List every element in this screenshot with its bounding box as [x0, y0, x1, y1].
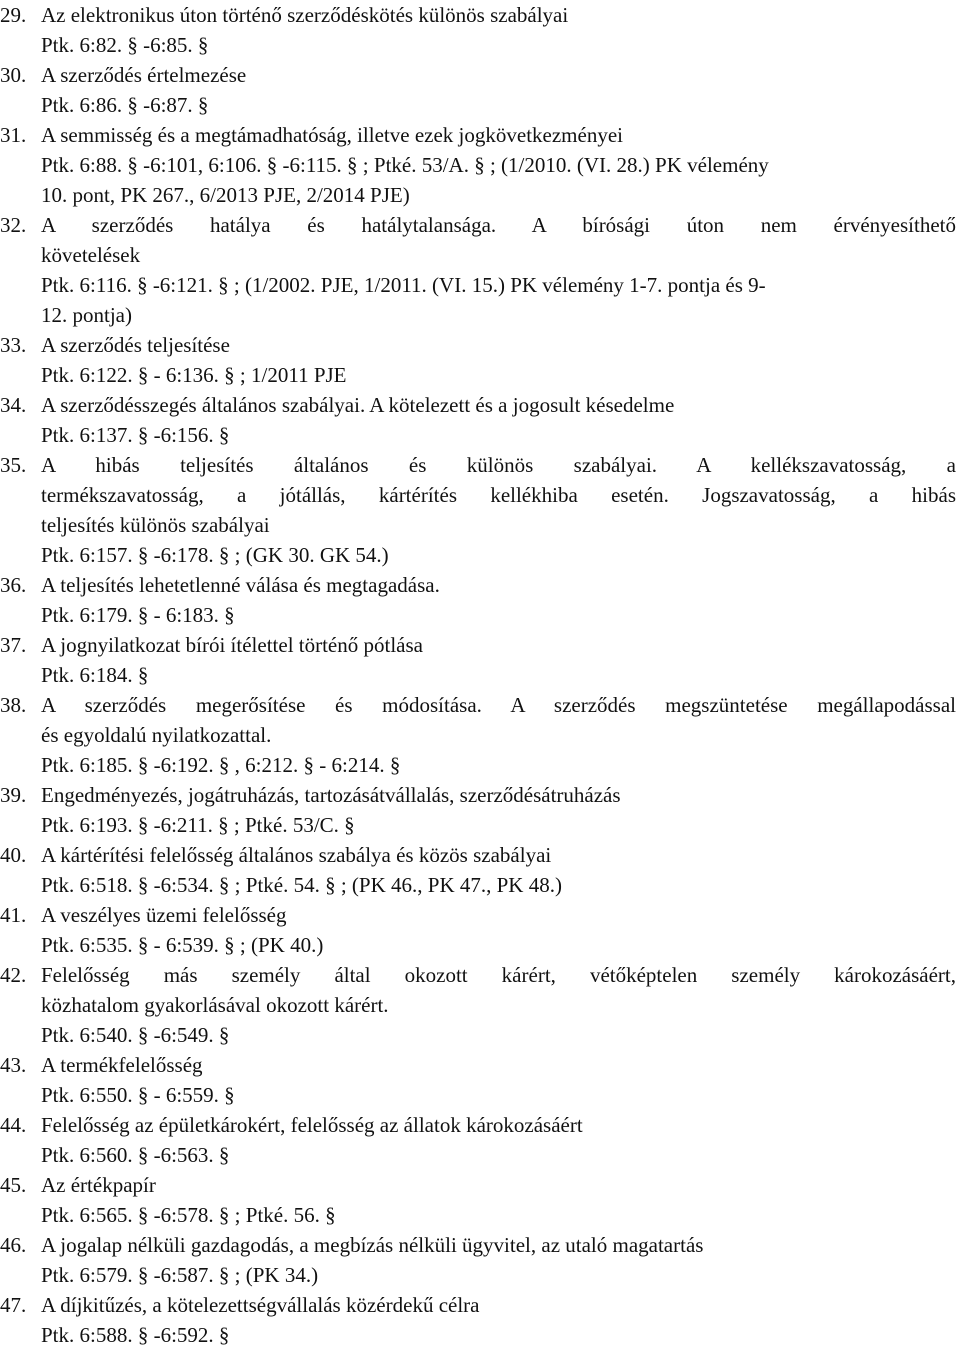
item-reference-line	[0, 1080, 960, 1110]
item-number: 32.	[0, 213, 27, 237]
item-reference: Ptk. 6:518. § -6:534. § ; Ptké. 54. § ; (PK 46., PK 47., PK 48.)	[41, 873, 562, 897]
item-number: 29.	[0, 3, 27, 27]
item-reference-line	[0, 660, 960, 690]
item-number: 34.	[0, 393, 27, 417]
item-reference-line	[0, 1200, 960, 1230]
list-item	[0, 1230, 960, 1260]
item-title: A kártérítési felelősség általános szabálya és közös szabályai	[41, 843, 552, 867]
list-item	[0, 1050, 960, 1080]
item-title: A szerződés teljesítése	[41, 333, 230, 357]
item-number: 41.	[0, 903, 27, 927]
item-number: 33.	[0, 333, 27, 357]
item-number: 45.	[0, 1173, 27, 1197]
list-item	[0, 840, 960, 870]
item-reference: Ptk. 6:560. § -6:563. §	[41, 1143, 230, 1167]
item-title: A szerződés megerősítése és módosítása. A szerződés megszüntetése megállapodással	[41, 693, 956, 717]
item-reference-line	[0, 270, 960, 300]
item-title-continuation	[0, 480, 960, 510]
item-number: 30.	[0, 63, 27, 87]
list-item	[0, 0, 960, 30]
item-reference: Ptk. 6:184. §	[41, 663, 149, 687]
list-item	[0, 120, 960, 150]
item-title-continuation	[0, 720, 960, 750]
item-reference: Ptk. 6:540. § -6:549. §	[41, 1023, 230, 1047]
item-reference-line	[0, 180, 960, 210]
item-reference: Ptk. 6:550. § - 6:559. §	[41, 1083, 235, 1107]
item-title: teljesítés különös szabályai	[41, 513, 270, 537]
item-reference-line	[0, 600, 960, 630]
item-title: A semmisség és a megtámadhatóság, illetve ezek jogkövetkezményei	[41, 123, 623, 147]
item-reference-line	[0, 1020, 960, 1050]
item-title: A veszélyes üzemi felelősség	[41, 903, 287, 927]
list-item	[0, 570, 960, 600]
item-reference-line	[0, 90, 960, 120]
item-reference-line	[0, 930, 960, 960]
item-number: 43.	[0, 1053, 27, 1077]
item-reference: Ptk. 6:88. § -6:101, 6:106. § -6:115. § ; Ptké. 53/A. § ; (1/2010. (VI. 28.) PK vélemény	[41, 153, 769, 177]
item-reference-line	[0, 360, 960, 390]
item-reference-line	[0, 750, 960, 780]
item-reference: Ptk. 6:116. § -6:121. § ; (1/2002. PJE, 1/2011. (VI. 15.) PK vélemény 1-7. pontja és 9-	[41, 273, 766, 297]
item-title: Engedményezés, jogátruházás, tartozásátvállalás, szerződésátruházás	[41, 783, 621, 807]
list-item	[0, 1290, 960, 1320]
item-reference: Ptk. 6:193. § -6:211. § ; Ptké. 53/C. §	[41, 813, 355, 837]
item-title: A termékfelelősség	[41, 1053, 203, 1077]
item-title: A jogalap nélküli gazdagodás, a megbízás nélküli ügyvitel, az utaló magatartás	[41, 1233, 704, 1257]
item-reference: 12. pontja)	[41, 303, 132, 327]
list-item	[0, 390, 960, 420]
item-title: A jognyilatkozat bírói ítélettel történő pótlása	[41, 633, 423, 657]
item-reference: Ptk. 6:185. § -6:192. § , 6:212. § - 6:214. §	[41, 753, 401, 777]
list-item	[0, 960, 960, 990]
item-title: közhatalom gyakorlásával okozott kárért.	[41, 993, 389, 1017]
item-number: 38.	[0, 693, 27, 717]
item-reference-line	[0, 870, 960, 900]
item-reference: Ptk. 6:535. § - 6:539. § ; (PK 40.)	[41, 933, 324, 957]
item-reference-line	[0, 540, 960, 570]
item-reference: Ptk. 6:82. § -6:85. §	[41, 33, 209, 57]
item-reference-line	[0, 1320, 960, 1350]
item-reference: Ptk. 6:565. § -6:578. § ; Ptké. 56. §	[41, 1203, 336, 1227]
item-title: A teljesítés lehetetlenné válása és megtagadása.	[41, 573, 440, 597]
item-reference: Ptk. 6:122. § - 6:136. § ; 1/2011 PJE	[41, 363, 347, 387]
item-title-continuation	[0, 990, 960, 1020]
item-title: Felelősség az épületkárokért, felelősség az állatok károkozásáért	[41, 1113, 583, 1137]
item-title: Felelősség más személy által okozott kárért, vétőképtelen személy károkozásáért,	[41, 963, 956, 987]
item-title: A szerződésszegés általános szabályai. A kötelezett és a jogosult késedelme	[41, 393, 675, 417]
item-number: 40.	[0, 843, 27, 867]
item-reference: Ptk. 6:137. § -6:156. §	[41, 423, 230, 447]
item-reference: Ptk. 6:157. § -6:178. § ; (GK 30. GK 54.)	[41, 543, 389, 567]
item-title: Az értékpapír	[41, 1173, 156, 1197]
item-number: 39.	[0, 783, 27, 807]
list-item	[0, 900, 960, 930]
item-number: 35.	[0, 453, 27, 477]
list-item	[0, 1110, 960, 1140]
item-reference-line	[0, 1260, 960, 1290]
list-item	[0, 1170, 960, 1200]
item-reference: Ptk. 6:588. § -6:592. §	[41, 1323, 230, 1347]
item-reference-line	[0, 30, 960, 60]
item-number: 47.	[0, 1293, 27, 1317]
item-reference-line	[0, 300, 960, 330]
item-number: 42.	[0, 963, 27, 987]
list-item	[0, 450, 960, 480]
item-title-continuation	[0, 510, 960, 540]
item-title: A díjkitűzés, a kötelezettségvállalás közérdekű célra	[41, 1293, 480, 1317]
item-title: A hibás teljesítés általános és különös szabályai. A kellékszavatosság, a	[41, 453, 956, 477]
item-number: 37.	[0, 633, 27, 657]
item-number: 44.	[0, 1113, 27, 1137]
item-title: A szerződés hatálya és hatálytalansága. A bírósági úton nem érvényesíthető	[41, 213, 956, 237]
item-title: és egyoldalú nyilatkozattal.	[41, 723, 272, 747]
item-number: 36.	[0, 573, 27, 597]
item-reference-line	[0, 150, 960, 180]
item-reference-line	[0, 420, 960, 450]
list-item	[0, 690, 960, 720]
item-title: Az elektronikus úton történő szerződéskötés különös szabályai	[41, 3, 569, 27]
item-title: A szerződés értelmezése	[41, 63, 247, 87]
list-item	[0, 780, 960, 810]
item-reference: Ptk. 6:179. § - 6:183. §	[41, 603, 235, 627]
list-item	[0, 330, 960, 360]
item-reference-line	[0, 1140, 960, 1170]
item-number: 46.	[0, 1233, 27, 1257]
item-title: termékszavatosság, a jótállás, kártérítés kellékhiba esetén. Jogszavatosság, a hibás	[41, 483, 956, 507]
item-reference-line	[0, 810, 960, 840]
list-item	[0, 630, 960, 660]
item-title-continuation	[0, 240, 960, 270]
item-reference: Ptk. 6:86. § -6:87. §	[41, 93, 209, 117]
list-item	[0, 210, 960, 240]
item-reference: 10. pont, PK 267., 6/2013 PJE, 2/2014 PJE)	[41, 183, 410, 207]
item-reference: Ptk. 6:579. § -6:587. § ; (PK 34.)	[41, 1263, 319, 1287]
list-item	[0, 60, 960, 90]
item-title: követelések	[41, 243, 141, 267]
item-number: 31.	[0, 123, 27, 147]
